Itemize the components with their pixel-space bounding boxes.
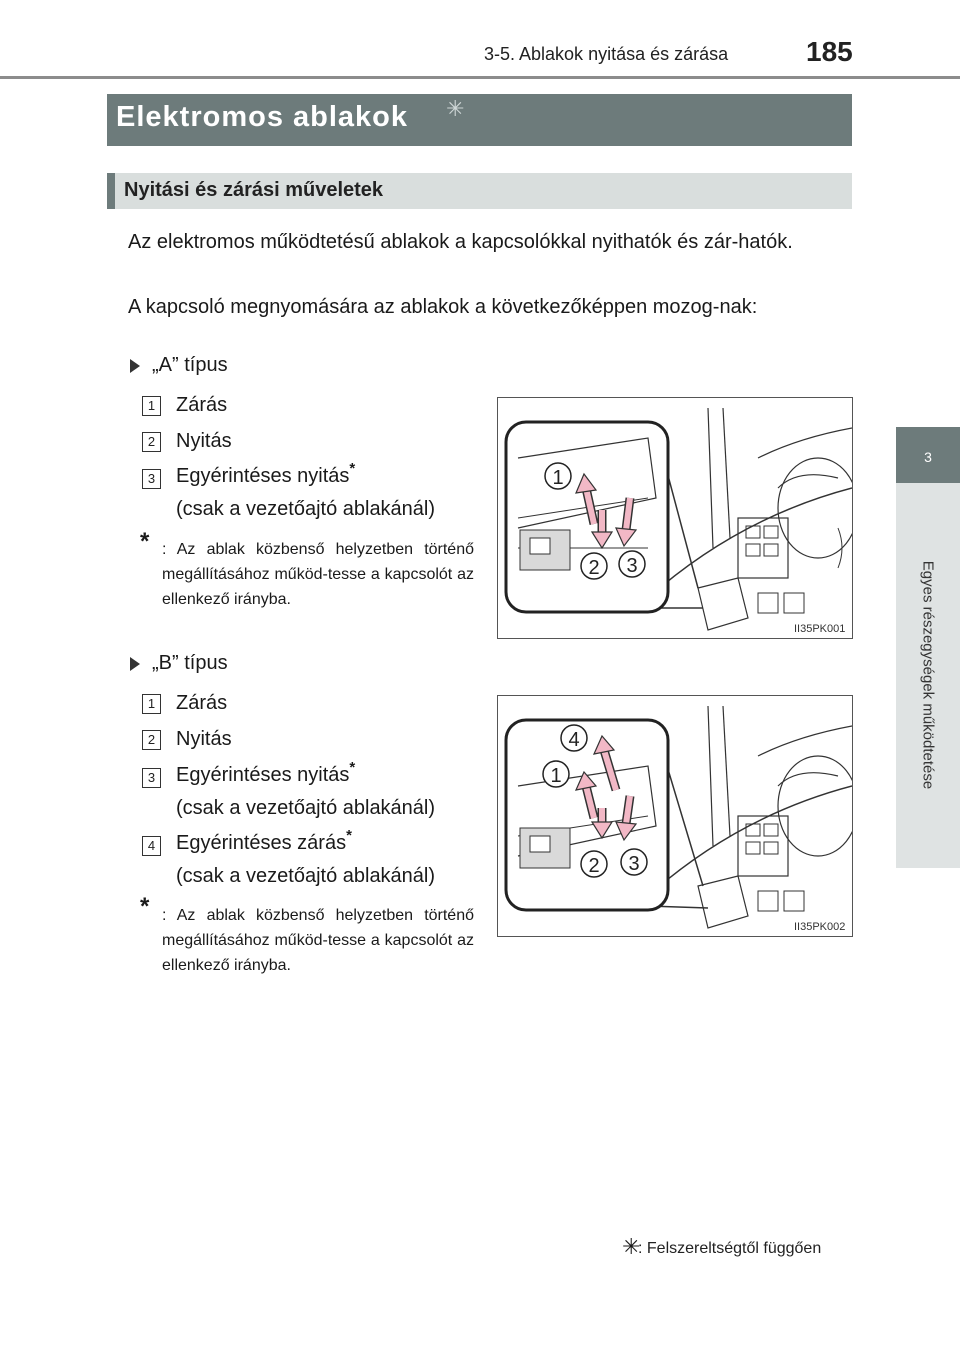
callout-4: 4 <box>568 729 580 751</box>
item-number: 3 <box>142 768 161 788</box>
figure-type-b <box>497 695 853 937</box>
page-title: Elektromos ablakok <box>116 101 408 133</box>
switch-illustration-b <box>498 696 852 936</box>
item-number: 4 <box>142 836 161 856</box>
item-number: 2 <box>142 432 161 452</box>
callout-2: 2 <box>588 557 600 579</box>
callout-3: 3 <box>628 853 640 875</box>
item-text: Nyitás <box>176 728 232 750</box>
asterisk-mark: * <box>349 460 356 477</box>
item-text-line2: (csak a vezetőajtó ablakánál) <box>176 865 436 887</box>
type-a-heading: „A” típus <box>152 354 228 376</box>
footnote-text: : Felszereltségtől függően <box>638 1240 822 1257</box>
item-number: 2 <box>142 730 161 750</box>
chapter-label: Egyes részegységek működtetése <box>919 560 937 790</box>
figure-code: II35PK001 <box>794 623 846 635</box>
note-asterisk: * <box>140 893 150 920</box>
switch-illustration-a <box>498 398 852 638</box>
callout-1: 1 <box>552 467 564 489</box>
item-text: Zárás <box>176 692 228 714</box>
note-text: : Az ablak közbenső helyzetben történő megállításához működ-tesse a kapcsolót az ellenkező irányba. <box>162 541 474 608</box>
note-asterisk: * <box>140 528 150 555</box>
item-text <box>176 759 356 787</box>
subtitle-accent <box>107 173 115 209</box>
chapter-number-tab: 3 <box>896 427 960 483</box>
intro-paragraph-1: Az elektromos működtetésű ablakok a kapcsolókkal nyithatók és zár-hatók. <box>128 231 793 253</box>
bullet-triangle-icon <box>130 657 140 671</box>
figure-code: II35PK002 <box>794 921 846 933</box>
item-text-main: Egyérintéses nyitás <box>176 465 350 487</box>
page-number: 185 <box>806 36 853 67</box>
type-b-heading: „B” típus <box>152 652 228 674</box>
item-text <box>176 827 352 855</box>
asterisk-mark: * <box>349 759 356 776</box>
item-text-main: Egyérintéses zárás <box>176 832 347 854</box>
note-text: : Az ablak közbenső helyzetben történő megállításához működ-tesse a kapcsolót az ellenkező irányba. <box>162 907 474 974</box>
figure-type-a <box>497 397 853 639</box>
item-text: Nyitás <box>176 430 232 452</box>
item-text: Zárás <box>176 394 228 416</box>
callout-3: 3 <box>626 555 638 577</box>
item-number: 3 <box>142 469 161 489</box>
item-number: 1 <box>142 396 161 416</box>
callout-1: 1 <box>550 765 562 787</box>
optional-equipment-icon: ✳ <box>622 1234 641 1259</box>
item-text-main: Egyérintéses nyitás <box>176 764 350 786</box>
asterisk-mark: * <box>346 827 352 844</box>
bullet-triangle-icon <box>130 359 140 373</box>
section-title: 3-5. Ablakok nyitása és zárása <box>484 44 729 64</box>
optional-equipment-icon: ✳ <box>446 96 465 121</box>
intro-paragraph-2: A kapcsoló megnyomására az ablakok a következőképpen mozog-nak: <box>128 296 758 318</box>
item-text-line2: (csak a vezetőajtó ablakánál) <box>176 498 436 520</box>
subtitle: Nyitási és zárási műveletek <box>124 179 384 201</box>
item-text <box>176 460 356 488</box>
header-divider <box>0 76 960 79</box>
callout-2: 2 <box>588 855 600 877</box>
item-text-line2: (csak a vezetőajtó ablakánál) <box>176 797 436 819</box>
item-number: 1 <box>142 694 161 714</box>
